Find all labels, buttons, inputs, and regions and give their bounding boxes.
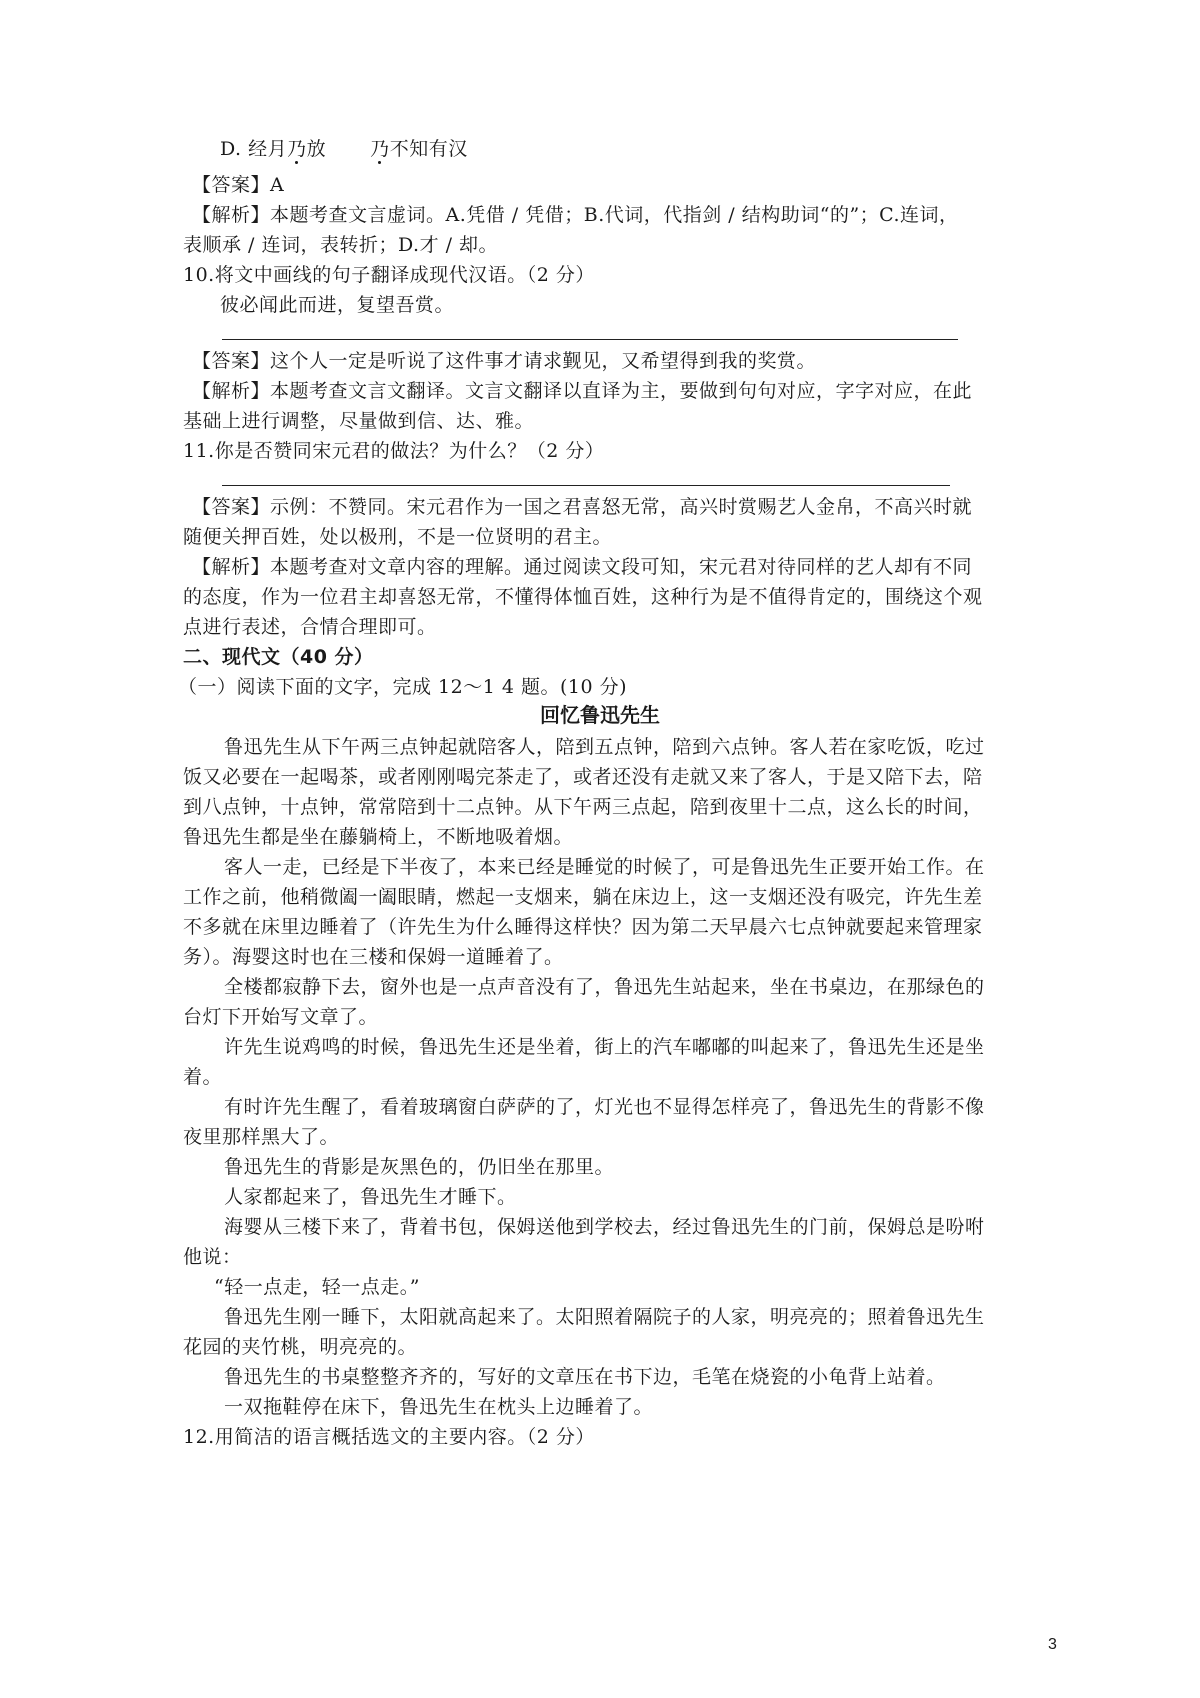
- passage-line-18: 他说：: [183, 1246, 242, 1268]
- passage-line-21: 花园的夹竹桃，明亮亮的。: [183, 1336, 418, 1358]
- answer-10: 【答案】这个人一定是听说了这件事才请求觐见，又希望得到我的奖赏。: [192, 350, 817, 372]
- passage-line-5: 客人一走，已经是下半夜了，本来已经是睡觉的时候了，可是鲁迅先生正要开始工作。在: [224, 856, 985, 878]
- section-heading-modern-text: 二、现代文（40 分）: [183, 646, 374, 668]
- question-10: 10.将文中画线的句子翻译成现代汉语。（2 分）: [183, 264, 595, 286]
- answer-blank-line-10: [222, 339, 958, 340]
- analysis-10-line-1: 【解析】本题考查文言文翻译。文言文翻译以直译为主，要做到句句对应，字字对应，在此: [192, 380, 973, 402]
- passage-line-6: 工作之前，他稍微阖一阖眼睛，燃起一支烟来，躺在床边上，这一支烟还没有吸完，许先生差: [183, 886, 983, 908]
- passage-title: 回忆鲁迅先生: [540, 703, 660, 727]
- answer-11-line-2: 随便关押百姓，处以极刑，不是一位贤明的君主。: [183, 526, 613, 548]
- passage-line-12: 着。: [183, 1066, 223, 1088]
- passage-line-1: 鲁迅先生从下午两三点钟起就陪客人，陪到五点钟，陪到六点钟。客人若在家吃饭，吃过: [224, 736, 985, 758]
- passage-line-11: 许先生说鸡鸣的时候，鲁迅先生还是坐着，街上的汽车嘟嘟的叫起来了，鲁迅先生还是坐: [224, 1036, 985, 1058]
- page-number: 3: [1048, 1636, 1057, 1653]
- passage-line-13: 有时许先生醒了，看着玻璃窗白萨萨的了，灯光也不显得怎样亮了，鲁迅先生的背影不像: [224, 1096, 985, 1118]
- analysis-10-line-2: 基础上进行调整，尽量做到信、达、雅。: [183, 410, 535, 432]
- passage-line-10: 台灯下开始写文章了。: [183, 1006, 379, 1028]
- answer-9: 【答案】A: [192, 174, 285, 196]
- question-12: 12.用简洁的语言概括选文的主要内容。（2 分）: [183, 1426, 595, 1448]
- passage-line-4: 鲁迅先生都是坐在藤躺椅上，不断地吸着烟。: [183, 826, 574, 848]
- passage-line-19: “轻一点走，轻一点走。”: [214, 1276, 420, 1298]
- option-d-text-e: 不知有汉: [389, 138, 468, 160]
- answer-blank-line-11: [222, 485, 950, 486]
- passage-line-20: 鲁迅先生刚一睡下，太阳就高起来了。太阳照着隔院子的人家，明亮亮的；照着鲁迅先生: [224, 1306, 985, 1328]
- passage-line-23: 一双拖鞋停在床下，鲁迅先生在枕头上边睡着了。: [224, 1396, 654, 1418]
- analysis-9-line-2: 表顺承 / 连词，表转折；D.才 / 却。: [183, 234, 499, 256]
- analysis-11-line-2: 的态度，作为一位君主却喜怒无常，不懂得体恤百姓，这种行为是不值得肯定的，围绕这个观: [183, 586, 983, 608]
- analysis-9-line-1: 【解析】本题考查文言虚词。A.凭借 / 凭借；B.代词，代指剑 / 结构助词“的”；C.连词，: [192, 204, 959, 226]
- analysis-11-line-3: 点进行表述，合情合理即可。: [183, 616, 437, 638]
- answer-11-line-1: 【答案】示例：不赞同。宋元君作为一国之君喜怒无常，高兴时赏赐艺人金帛，不高兴时就: [192, 496, 973, 518]
- option-d-dotted-char-2: 乃: [370, 138, 390, 160]
- analysis-11-line-1: 【解析】本题考查对文章内容的理解。通过阅读文段可知，宋元君对待同样的艺人却有不同: [192, 556, 973, 578]
- passage-line-15: 鲁迅先生的背影是灰黑色的，仍旧坐在那里。: [224, 1156, 615, 1178]
- passage-line-9: 全楼都寂静下去，窗外也是一点声音没有了，鲁迅先生站起来，坐在书桌边，在那绿色的: [224, 976, 985, 998]
- question-10-sentence: 彼必闻此而进，复望吾赏。: [220, 294, 455, 316]
- reading-instruction: （一）阅读下面的文字，完成 12～1 4 题。(10 分): [178, 676, 628, 698]
- passage-line-7: 不多就在床里边睡着了（许先生为什么睡得这样快？因为第二天早晨六七点钟就要起来管理家: [183, 916, 983, 938]
- passage-line-14: 夜里那样黑大了。: [183, 1126, 340, 1148]
- passage-line-3: 到八点钟，十点钟，常常陪到十二点钟。从下午两三点起，陪到夜里十二点，这么长的时间，: [183, 796, 983, 818]
- option-d-text-a: D. 经月: [220, 138, 288, 160]
- option-d-dotted-char-1: 乃: [287, 138, 307, 160]
- passage-line-2: 饭又必要在一起喝茶，或者刚刚喝完茶走了，或者还没有走就又来了客人，于是又陪下去，陪: [183, 766, 983, 788]
- passage-line-17: 海婴从三楼下来了，背着书包，保姆送他到学校去，经过鲁迅先生的门前，保姆总是吩咐: [224, 1216, 985, 1238]
- passage-line-16: 人家都起来了，鲁迅先生才睡下。: [224, 1186, 517, 1208]
- option-d-text-c: 放: [306, 138, 327, 160]
- option-d-line: [220, 134, 1100, 164]
- passage-line-8: 务）。海婴这时也在三楼和保姆一道睡着了。: [183, 946, 564, 968]
- question-11: 11.你是否赞同宋元君的做法？为什么？（2 分）: [183, 440, 605, 462]
- passage-line-22: 鲁迅先生的书桌整整齐齐的，写好的文章压在书下边，毛笔在烧瓷的小龟背上站着。: [224, 1366, 946, 1388]
